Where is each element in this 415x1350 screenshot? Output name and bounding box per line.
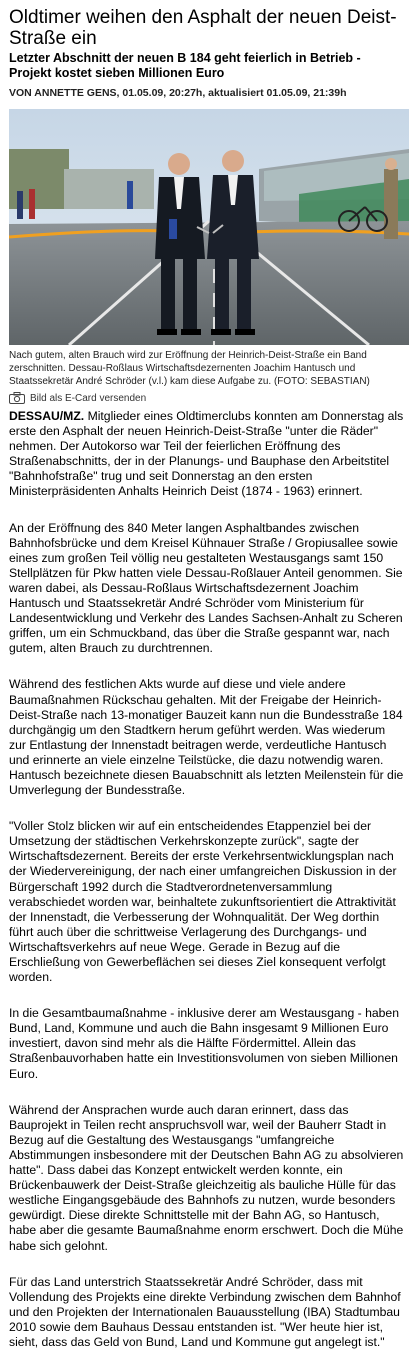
paragraph-6: Während der Ansprachen wurde auch daran erinnert, dass das Bauprojekt in Teilen recht anspruchsvoll war, weil der Bauherr Stadt in Bezug auf die Gestaltung des Westausgangs "umfangreiche Abstimmungen insbesondere mit der Deutschen Bahn AG zu absolvieren hatte". Dass dabei das Konzept entwickelt werden konnte, ein Brückenbauwerk der Deist-Straße gleichzeitig als bauliche Hülle für das westliche Eingangsgebäude des Bahnhofs zu nutzen, wurde besonders gewürdigt. Diese direkte Schnittstelle mit der Bahn AG, so Hantusch, habe aber die gesamte Baumaßnahme enorm erschwert. Doch die Mühe habe sich gelohnt. (9, 1102, 404, 1253)
ecard-link[interactable] (9, 392, 405, 404)
paragraph-1-text: Mitglieder eines Oldtimerclubs konnten am Donnerstag als erste den Asphalt der neuen Heinrich-Deist-Straße "unter die Räder" nehmen. Der Autokorso war Teil der feierlichen Eröffnung des Straßenabschnitts, der in der Planungs- und Bauphase den Arbeitstitel "Bahnhofstraße" trug und seit Donnerstag an den ersten Ministerpräsidenten Anhalts Heinrich Deist (1874 - 1963) erinnert. (9, 409, 404, 499)
headline-line-1: Oldtimer weihen den Asphalt der neuen Deist- (9, 7, 397, 28)
article-body (9, 409, 405, 1350)
dateline: DESSAU/MZ. (9, 409, 85, 423)
subheadline: Letzter Abschnitt der neuen B 184 geht feierlich in Betrieb - Projekt kostet sieben Millionen Euro (9, 51, 361, 80)
headline-line-2: Straße ein (9, 28, 97, 49)
photo-ribbon-cutting (9, 109, 409, 345)
paragraph-1 (9, 409, 405, 500)
paragraph-4: "Voller Stolz blicken wir auf ein entscheidendes Etappenziel bei der Umsetzung der städtischen Verkehrskonzepte zurück", sagte der Wirtschaftsdezernent. Bereits der erste Verkehrsentwicklungsplan nach der Wiedervereinigung, der nach einer umfangreichen Diskussion in der Bürgerschaft 1992 durch die Stadtverordnetenversammlung verabschiedet worden war, beinhaltete zukunftsorientiert die Attraktivität der Innenstadt, die Verbesserung der Wohnqualität. Der Weg dorthin führt auch über die schrittweise Verlagerung des Durchgangs- und Wirtschaftsverkehrs auf neue Wege. Gerade in Bezug auf die Erschließung von Gewerbeflächen sei dieses Ziel konsequent verfolgt worden. (9, 819, 397, 985)
ecard-label[interactable]: Bild als E-Card versenden (30, 392, 147, 404)
paragraph-5: In die Gesamtbaumaßnahme - inklusive derer am Westausgang - haben Bund, Land, Kommune und auch die Bahn insgesamt 9 Millionen Euro investiert, davon sind mehr als die Hälfte Fördermittel. Allein das Straßenbauvorhaben hatte ein Investitionsvolumen von sieben Millionen Euro. (9, 1006, 399, 1081)
headline (9, 7, 405, 49)
photo-caption: Nach gutem, alten Brauch wird zur Eröffnung der Heinrich-Deist-Straße ein Band zerschnitten. Dessau-Roßlaus Wirtschaftsdezernenten Joachim Hantusch und Staatssekretär André Schröder (v.l.) kam diese Aufgabe zu. (FOTO: SEBASTIAN) (9, 350, 370, 387)
paragraph-7: Für das Land unterstrich Staatssekretär André Schröder, dass mit Vollendung des Projekts eine direkte Verbindung zwischen dem Bahnhof und den Projekten der Internationalen Bauausstellung (IBA) Stadtumbau 2010 sowie dem Bauhaus Dessau entstanden ist. "Wer heute hier ist, sieht, dass das Geld von Bund, Land und Kommune gut angelegt ist." (9, 1274, 401, 1349)
article-photo[interactable] (9, 109, 409, 345)
camera-icon (9, 392, 25, 404)
byline: VON ANNETTE GENS, 01.05.09, 20:27h, aktualisiert 01.05.09, 21:39h (9, 87, 347, 99)
paragraph-2: An der Eröffnung des 840 Meter langen Asphaltbandes zwischen Bahnhofsbrücke und dem Kreisel Kühnauer Straße / Gropiusallee sowie eines zum großen Teil völlig neu gestalteten Westausgangs samt 150 Stellplätzen für Pkw hatten viele Dessau-Roßlauer Anteil genommen. Sie waren dabei, als Dessau-Roßlaus Wirtschaftsdezernent Joachim Hantusch und Staatssekretär André Schröder vom Ministerium für Landesentwicklung und Verkehr des Landes Sachsen-Anhalt zu Scheren griffen, um ein Schmuckband, das über die Straße gespannt war, nach gutem, alten Brauch zu durchtrennen. (9, 520, 403, 656)
paragraph-3: Während des festlichen Akts wurde auf diese und viele andere Baumaßnahmen Rückschau gehalten. Mit der Freigabe der Heinrich-Deist-Straße nach 13-monatiger Bauzeit kann nun die Bundesstraße 184 durchgängig um den Stadtkern herum geführt werden. Was wiederum zur Entlastung der Innenstadt beitragen werde, verdeutliche Hantusch und erinnerte an viele einzelne Teilstücke, die dazu notwendig waren. Hantusch bezeichnete diesen Bauabschnitt als letzten Meilenstein für die Umverlegung der Bundesstraße. (9, 677, 404, 798)
